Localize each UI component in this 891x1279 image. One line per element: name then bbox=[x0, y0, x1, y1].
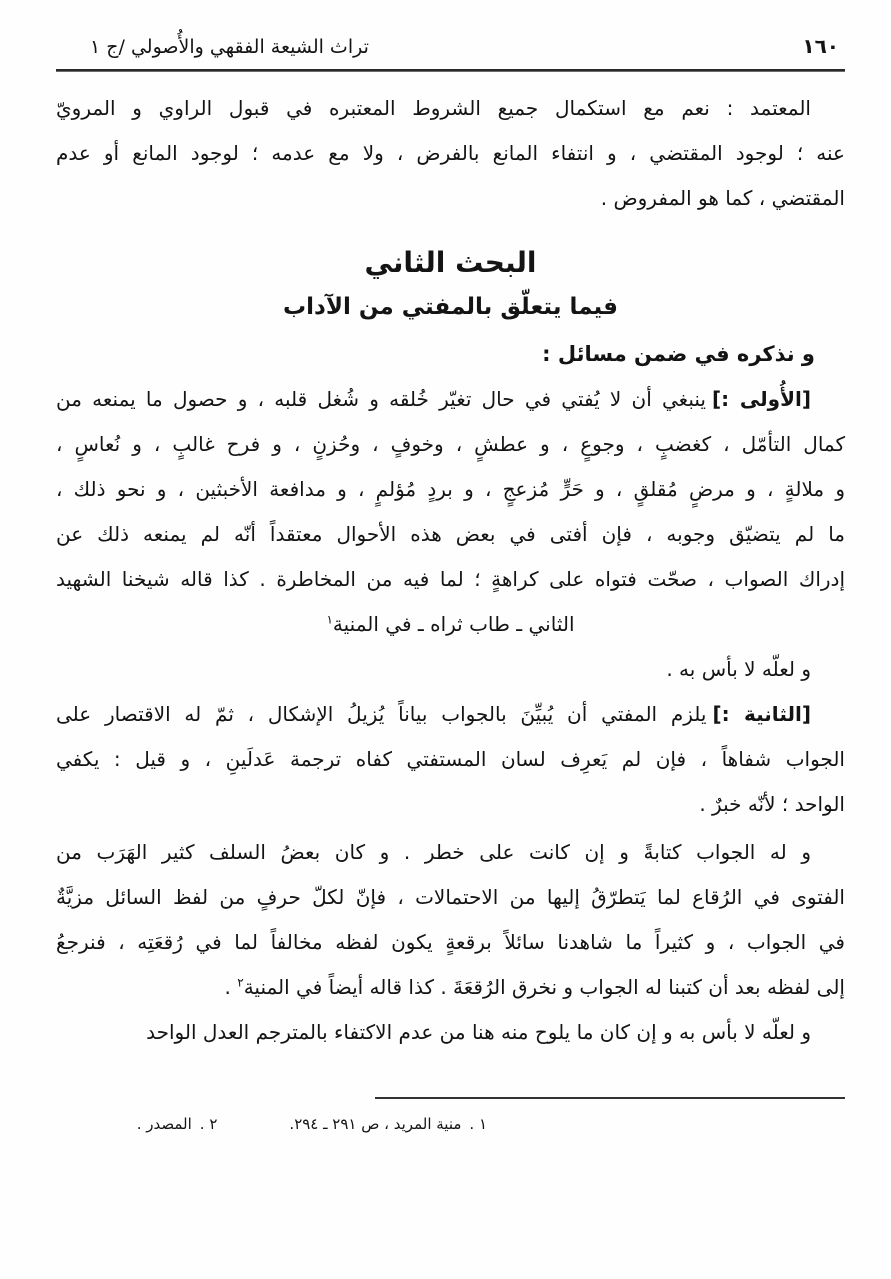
text-line bbox=[56, 377, 845, 422]
footnotes-section bbox=[56, 1097, 845, 1137]
line-text: يلزم المفتي أن يُبيِّنَ بالجواب بياناً يُزيلُ الإشكال ، ثمّ له الاقتصار على bbox=[56, 702, 707, 726]
paragraph-intro bbox=[56, 86, 845, 221]
section-intro-line: و نذكره في ضمن مسائل : bbox=[542, 342, 815, 366]
line-text: ينبغي أن لا يُفتي في حال تغيّر خُلقه و شُغل قلبه ، و حصول ما يمنعه من bbox=[56, 387, 706, 411]
footnote-divider-wrap bbox=[56, 1097, 845, 1099]
section-subtitle: فيما يتعلّق بالمفتي من الآداب bbox=[283, 294, 618, 320]
line-text: الثاني ـ طاب ثراه ـ في المنية bbox=[332, 612, 575, 636]
page-header bbox=[56, 34, 845, 58]
line-text: إلى لفظه بعد أن كتبنا له الجواب و نخرق الرُقعَةَ . كذا قاله أيضاً في المنية bbox=[243, 975, 845, 999]
text-line: في الجواب ، و كثيراً ما شاهدنا سائلاً برقعةٍ يكون لفظه مخالفاً لما في رُقعَتِه ، فنرجعُ bbox=[56, 930, 845, 954]
footnote-1-number: ١ . bbox=[469, 1115, 487, 1133]
text-line: عنه ؛ لوجود المقتضي ، و انتفاء المانع بالفرض ، ولا مع عدمه ؛ لوجود المانع أو عدم bbox=[56, 141, 845, 165]
footnote-ref-1: ١ bbox=[326, 612, 333, 627]
paragraph-comment-1 bbox=[56, 647, 845, 692]
page-number: ١٦٠ bbox=[802, 34, 839, 58]
paragraph-comment-2 bbox=[56, 1010, 845, 1055]
text-line bbox=[56, 602, 845, 647]
paragraph-written-answer bbox=[56, 830, 845, 1010]
footnote-2-number: ٢ . bbox=[199, 1115, 218, 1133]
text-line: الواحد ؛ لأنّه خبرٌ . bbox=[699, 792, 845, 816]
text-line: المقتضي ، كما هو المفروض . bbox=[600, 186, 845, 210]
text-line: المعتمد : نعم مع استكمال جميع الشروط المعتبره في قبول الراوي و المرويّ bbox=[56, 96, 811, 120]
footnote-1 bbox=[289, 1111, 487, 1137]
issue-label-first: [الأُولى :] bbox=[711, 387, 811, 411]
text-line: كمال التأمّل ، كغضبٍ ، وجوعٍ ، و عطشٍ ، وخوفٍ ، وحُزنٍ ، و فرح غالبٍ ، و نُعاسٍ ، bbox=[56, 432, 845, 456]
section-title: البحث الثاني bbox=[364, 246, 537, 279]
text-line: ما لم يتضيّق وجوبه ، فإن أفتى في بعض هذه الأحوال معتقداً أنّه لم يمنعه ذلك عن bbox=[56, 522, 845, 546]
paragraph-second-issue bbox=[56, 692, 845, 827]
header-divider bbox=[56, 69, 845, 72]
footnote-row bbox=[56, 1111, 845, 1137]
issue-label-second: [الثانية :] bbox=[712, 702, 811, 726]
text-line: الفتوى في الرُقاع لما يَتطرّقُ إليها من الاحتمالات ، فإنّ لكلّ حرفٍ من لفظ السائل مزيَّةٌ bbox=[56, 885, 845, 909]
footnote-1-text: منية المريد ، ص ٢٩١ ـ ٢٩٤. bbox=[289, 1115, 462, 1133]
paragraph-first-issue bbox=[56, 377, 845, 647]
text-line: إدراك الصواب ، صحّت فتواه على كراهةٍ ؛ لما فيه من المخاطرة . كذا قاله شيخنا الشهيد bbox=[56, 567, 845, 591]
text-line bbox=[56, 692, 845, 737]
footnote-ref-2: ٢ bbox=[237, 975, 244, 990]
book-title: تراث الشيعة الفقهي والأُصولي /ج ١ bbox=[90, 36, 369, 58]
line-text: . bbox=[224, 975, 238, 999]
text-line: الجواب شفاهاً ، فإن لم يَعرِف لسان المستفتي كفاه ترجمة عَدلَينِ ، و قيل : يكفي bbox=[56, 747, 845, 771]
footnote-2 bbox=[137, 1111, 218, 1137]
text-line: و لعلّه لا بأس به . bbox=[666, 657, 811, 681]
text-line: و لعلّه لا بأس به و إن كان ما يلوح منه هنا من عدم الاكتفاء بالمترجم العدل الواحد bbox=[146, 1020, 811, 1044]
footnote-2-text: المصدر . bbox=[136, 1115, 192, 1133]
text-line: و له الجواب كتابةً و إن كانت على خطر . و كان بعضُ السلف كثير الهَرَب من bbox=[56, 840, 811, 864]
footnote-divider bbox=[375, 1097, 845, 1099]
text-line bbox=[56, 965, 845, 1010]
text-line: و ملالةٍ ، و مرضٍ مُقلقٍ ، و حَرٍّ مُزعجٍ ، و بردٍ مُؤلمٍ ، و مدافعة الأخبثين ، و نحو ذلك ، bbox=[56, 477, 845, 501]
